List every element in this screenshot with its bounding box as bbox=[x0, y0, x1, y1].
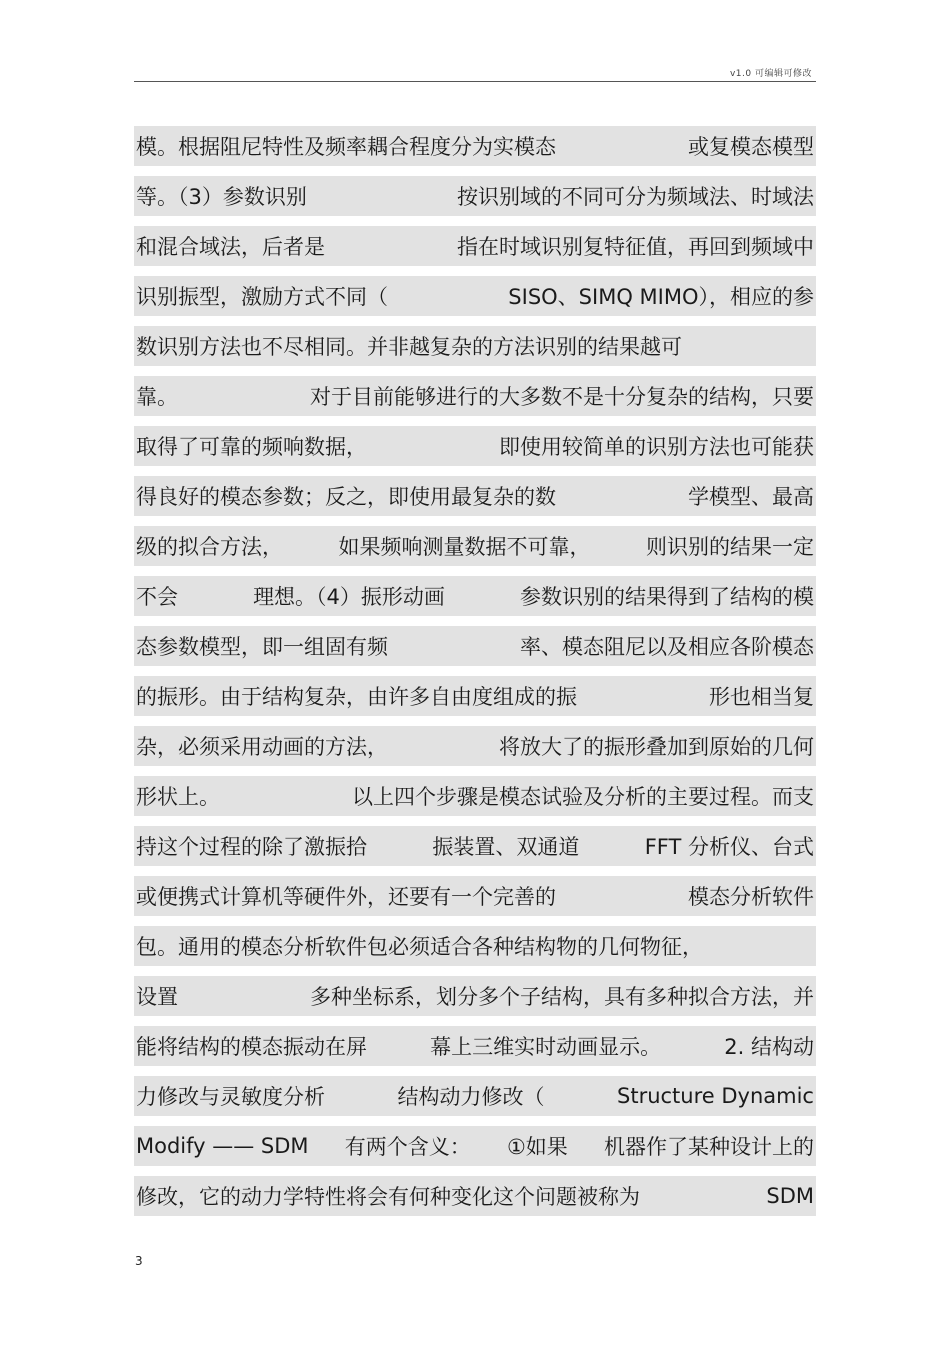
text-line bbox=[134, 676, 816, 716]
text-line bbox=[134, 776, 816, 816]
text-line bbox=[134, 226, 816, 266]
text-segment: 的振形。由于结构复杂，由许多自由度组成的振 bbox=[136, 685, 577, 709]
text-segment: 设置 bbox=[136, 985, 178, 1009]
text-segment: 模。根据阻尼特性及频率耦合程度分为实模态 bbox=[136, 135, 556, 159]
text-segment: 态参数模型，即一组固有频 bbox=[136, 635, 388, 659]
text-line bbox=[134, 376, 816, 416]
text-segment: 包。通用的模态分析软件包必须适合各种结构物的几何物征， bbox=[136, 935, 703, 959]
text-segment: 取得了可靠的频响数据， bbox=[136, 435, 367, 459]
text-segment: 如果频响测量数据不可靠， bbox=[338, 535, 591, 559]
text-segment: 机器作了某种设计上的 bbox=[604, 1135, 814, 1159]
text-line bbox=[134, 1076, 816, 1116]
text-segment: 持这个过程的除了激振拾 bbox=[136, 835, 367, 859]
text-segment: 指在时域识别复特征值，再回到频域中 bbox=[457, 235, 814, 259]
text-segment: 不会 bbox=[136, 585, 178, 609]
text-line bbox=[134, 626, 816, 666]
text-segment: 学模型、最高 bbox=[688, 485, 814, 509]
text-line bbox=[134, 1126, 816, 1166]
text-line bbox=[134, 876, 816, 916]
text-segment: 模态分析软件 bbox=[688, 885, 814, 909]
text-segment: 振装置、双通道 bbox=[432, 835, 580, 859]
text-segment: 能将结构的模态振动在屏 bbox=[136, 1035, 367, 1059]
text-line bbox=[134, 176, 816, 216]
text-line bbox=[134, 476, 816, 516]
version-header: v1.0 可编辑可修改 bbox=[729, 69, 812, 79]
text-segment: 按识别域的不同可分为频域法、时域法 bbox=[457, 185, 814, 209]
text-segment: 和混合域法，后者是 bbox=[136, 235, 325, 259]
text-segment: 杂，必须采用动画的方法， bbox=[136, 735, 388, 759]
text-segment: 结构动力修改（ bbox=[397, 1085, 545, 1109]
text-segment: FFT 分析仪、台式 bbox=[644, 835, 814, 859]
text-segment: 理想。（4）振形动画 bbox=[253, 585, 445, 609]
text-line bbox=[134, 576, 816, 616]
text-segment: 得良好的模态参数；反之，即使用最复杂的数 bbox=[136, 485, 556, 509]
text-segment: 或便携式计算机等硬件外，还要有一个完善的 bbox=[136, 885, 556, 909]
text-segment: 级的拟合方法， bbox=[136, 535, 283, 559]
text-segment: 形也相当复 bbox=[709, 685, 814, 709]
text-line bbox=[134, 526, 816, 566]
text-segment: 对于目前能够进行的大多数不是十分复杂的结构，只要 bbox=[310, 385, 814, 409]
text-line bbox=[134, 726, 816, 766]
text-line bbox=[134, 326, 816, 366]
text-segment: 形状上。 bbox=[136, 785, 220, 809]
text-segment: SISO、SIMQ MIMO），相应的参 bbox=[508, 285, 814, 309]
header-divider bbox=[134, 81, 816, 82]
text-segment: 以上四个步骤是模态试验及分析的主要过程。而支 bbox=[352, 785, 814, 809]
text-segment: 参数识别的结果得到了结构的模 bbox=[520, 585, 814, 609]
text-segment: 修改，它的动力学特性将会有何种变化这个问题被称为 bbox=[136, 1185, 640, 1209]
text-segment: 将放大了的振形叠加到原始的几何 bbox=[499, 735, 814, 759]
text-segment: 靠。 bbox=[136, 385, 178, 409]
text-line bbox=[134, 276, 816, 316]
text-line bbox=[134, 1176, 816, 1216]
text-segment: Modify —— SDM bbox=[136, 1134, 309, 1158]
text-segment: ①如果 bbox=[506, 1135, 568, 1159]
text-line bbox=[134, 926, 816, 966]
text-segment: 即使用较简单的识别方法也可能获 bbox=[499, 435, 814, 459]
text-segment: 识别振型，激励方式不同（ bbox=[136, 285, 388, 309]
text-segment: Structure Dynamic bbox=[617, 1084, 814, 1108]
text-segment: 率、模态阻尼以及相应各阶模态 bbox=[520, 635, 814, 659]
text-segment: 2. 结构动 bbox=[724, 1035, 814, 1059]
text-segment: 多种坐标系，划分多个子结构，具有多种拟合方法，并 bbox=[310, 985, 814, 1009]
text-segment: 有两个含义： bbox=[344, 1135, 471, 1159]
text-line bbox=[134, 826, 816, 866]
text-segment: 力修改与灵敏度分析 bbox=[136, 1085, 325, 1109]
page-number: 3 bbox=[135, 1254, 143, 1268]
text-segment: 则识别的结果一定 bbox=[646, 535, 814, 559]
text-line bbox=[134, 126, 816, 166]
text-line bbox=[134, 426, 816, 466]
text-segment: 数识别方法也不尽相同。并非越复杂的方法识别的结果越可 bbox=[136, 335, 682, 359]
document-body bbox=[134, 126, 816, 1226]
text-line bbox=[134, 1026, 816, 1066]
text-line bbox=[134, 976, 816, 1016]
text-segment: 等。（3）参数识别 bbox=[136, 185, 307, 209]
text-segment: SDM bbox=[766, 1184, 814, 1208]
text-segment: 幕上三维实时动画显示。 bbox=[430, 1035, 662, 1059]
text-segment: 或复模态模型 bbox=[688, 135, 814, 159]
